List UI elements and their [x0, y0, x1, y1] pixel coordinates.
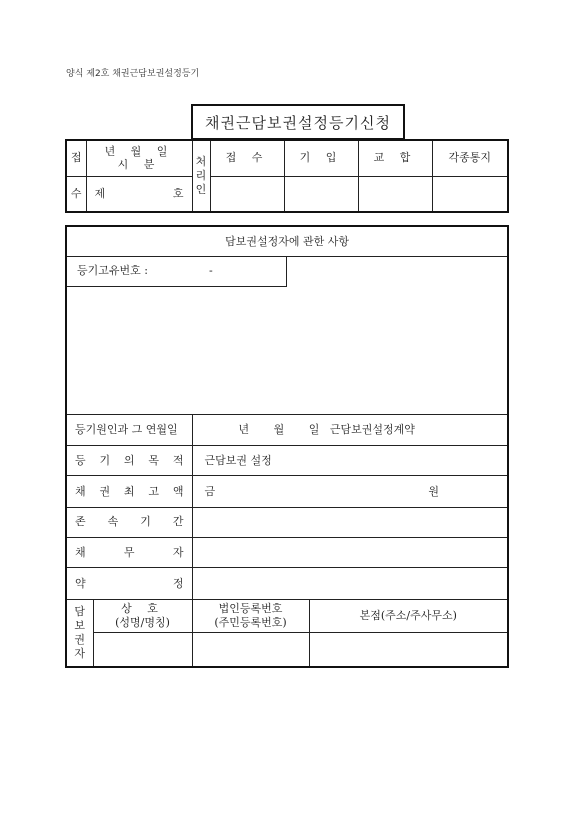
- holder-col-name-line1: 상 호: [121, 602, 164, 616]
- col-giip: 기 입: [284, 140, 358, 176]
- holder-value-regno[interactable]: [192, 633, 309, 667]
- main-table: [65, 225, 509, 668]
- row-value-max[interactable]: [192, 476, 508, 507]
- row-label-duration: 존 속 기 간: [66, 507, 192, 537]
- cell-jeopsu[interactable]: [210, 176, 284, 212]
- holder-col-name: [93, 599, 192, 632]
- handler-label: [192, 140, 210, 212]
- receipt-datetime: [86, 140, 192, 176]
- max-prefix: 금: [204, 484, 216, 498]
- holder-col-name-line2: (성명/명칭): [115, 615, 170, 629]
- receipt-number: [86, 176, 192, 212]
- holder-col-address: 본점(주소/주사무소): [309, 599, 508, 632]
- row-label-debtor: 채 무 자: [66, 538, 192, 568]
- row-label-cause: 등기원인과 그 연월일: [66, 414, 192, 445]
- row-label-agreement: 약 정: [66, 568, 192, 599]
- holder-char: 담: [74, 605, 86, 619]
- handler-char: 처: [195, 155, 207, 169]
- row-label-max: 채 권 최 고 액: [66, 476, 192, 507]
- receipt-time-line: 시 분: [117, 158, 161, 172]
- cell-notice[interactable]: [432, 176, 508, 212]
- col-jeopsu: 접 수: [210, 140, 284, 176]
- form-caption: 양식 제2호 채권근담보권설정등기: [66, 69, 200, 79]
- number-prefix: 제: [94, 186, 106, 200]
- holder-side-label: [66, 599, 93, 667]
- holder-char: 권: [74, 632, 86, 646]
- row-value-cause[interactable]: 년 월 일 근담보권설정계약: [192, 414, 508, 445]
- row-label-purpose: 등 기 의 목 적: [66, 445, 192, 475]
- cell-gyohap[interactable]: [358, 176, 432, 212]
- reg-id-box: [67, 257, 287, 287]
- holder-col-regno: [192, 599, 309, 632]
- holder-value-name[interactable]: [93, 633, 192, 667]
- holder-col-regno-line2: (주민등록번호): [214, 615, 287, 629]
- cell-giip[interactable]: [284, 176, 358, 212]
- reg-id-label: 등기고유번호 :: [77, 264, 148, 278]
- row-value-duration[interactable]: [192, 507, 508, 537]
- receipt-date-line: 년 월 일: [104, 144, 174, 158]
- handler-char: 리: [195, 169, 207, 183]
- receipt-table: [65, 139, 509, 213]
- section-title: 담보권설정자에 관한 사항: [66, 226, 508, 256]
- col-notice: 각종통지: [432, 140, 508, 176]
- holder-col-regno-line1: 법인등록번호: [218, 602, 283, 616]
- receipt-jeop: 접: [66, 140, 86, 176]
- col-gyohap: 교 합: [358, 140, 432, 176]
- form-title: 채권근담보권설정등기신청: [191, 104, 405, 140]
- handler-char: 인: [195, 182, 207, 196]
- holder-char: 보: [74, 619, 86, 633]
- row-value-debtor[interactable]: [192, 538, 508, 568]
- reg-id-value[interactable]: -: [209, 264, 213, 278]
- receipt-su: 수: [66, 176, 86, 212]
- row-value-agreement[interactable]: [192, 568, 508, 599]
- row-value-purpose[interactable]: 근담보권 설정: [192, 445, 508, 475]
- holder-char: 자: [74, 646, 86, 660]
- grantor-area: [66, 256, 508, 414]
- max-unit: 원: [428, 484, 440, 498]
- holder-value-address[interactable]: [309, 633, 508, 667]
- number-suffix: 호: [172, 186, 184, 200]
